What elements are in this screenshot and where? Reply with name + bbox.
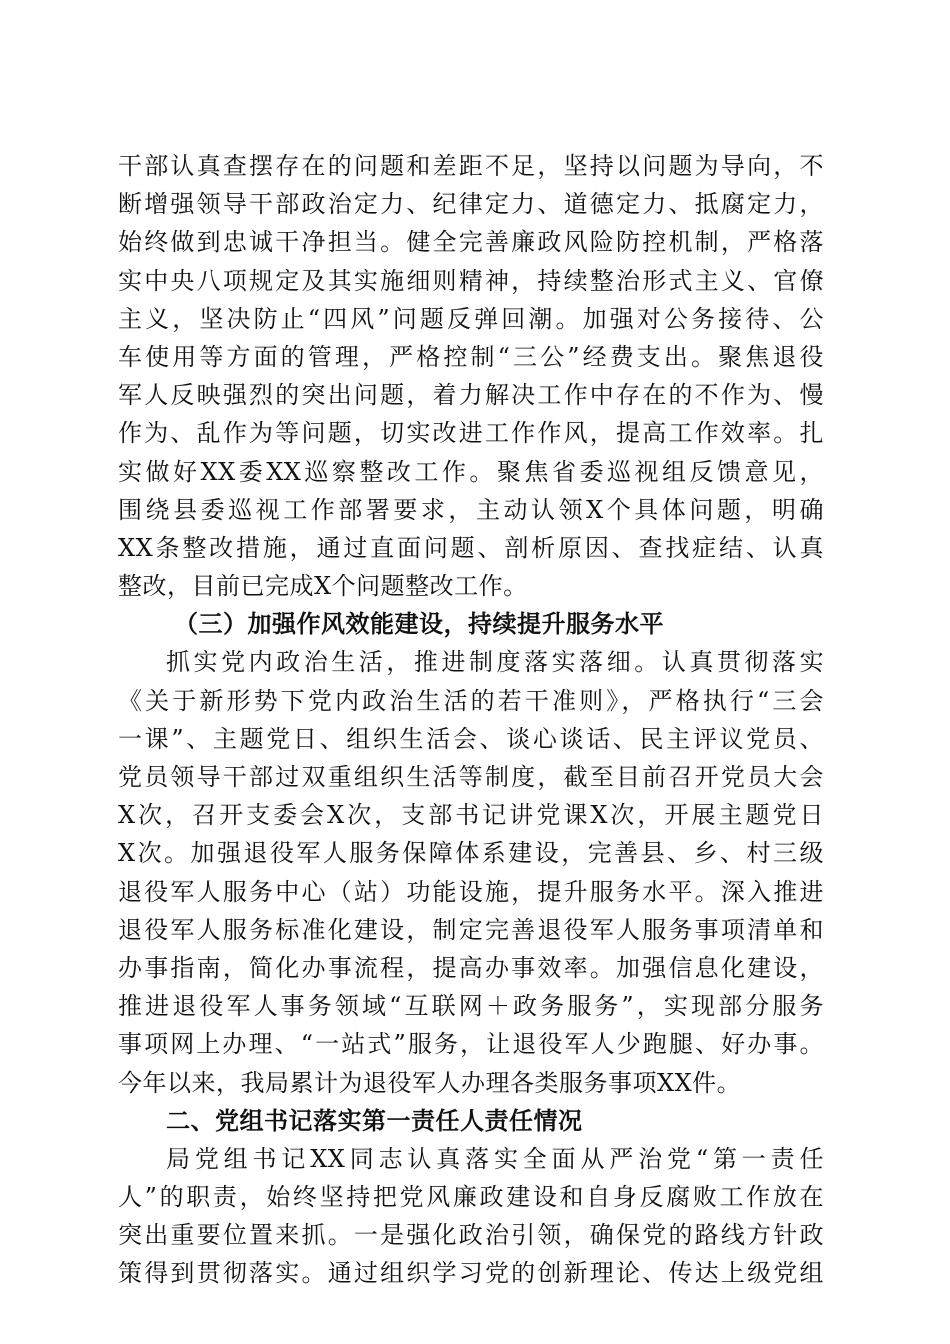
text-line: 人”的职责，始终坚持把党风廉政建设和自身反腐败工作放在 — [118, 1183, 824, 1212]
text-line: 今年以来，我局累计为退役军人办理各类服务事项XX件。 — [118, 1068, 742, 1097]
text-line: 实做好XX委XX巡察整改工作。聚焦省委巡视组反馈意见， — [118, 457, 824, 486]
text-line: 推进退役军人事务领域“互联网＋政务服务”，实现部分服务 — [118, 992, 824, 1021]
section-heading: 二、党组书记落实第一责任人责任情况 — [166, 1106, 583, 1135]
text-line: 办事指南，简化办事流程，提高办事效率。加强信息化建设， — [118, 953, 824, 982]
text-line: 主义，坚决防止“四风”问题反弹回潮。加强对公务接待、公 — [118, 304, 824, 333]
text-line: 干部认真查摆存在的问题和差距不足，坚持以问题为导向，不 — [118, 152, 824, 180]
document-body — [118, 147, 824, 1293]
text-line: X次。加强退役军人服务保障体系建设，完善县、乡、村三级 — [118, 839, 824, 868]
text-line: 作为、乱作为等问题，切实改进工作作风，提高工作效率。扎 — [118, 419, 824, 448]
text-line: 军人反映强烈的突出问题，着力解决工作中存在的不作为、慢 — [118, 381, 824, 410]
text-line: 退役军人服务标准化建设，制定完善退役军人服务事项清单和 — [118, 915, 824, 944]
text-line: 事项网上办理、“一站式”服务，让退役军人少跑腿、好办事。 — [118, 1030, 824, 1059]
text-line: 党员领导干部过双重组织生活等制度，截至目前召开党员大会 — [118, 763, 824, 791]
text-line: 局党组书记XX同志认真落实全面从严治党“第一责任 — [166, 1144, 824, 1173]
section-heading: （三）加强作风效能建设，持续提升服务水平 — [174, 609, 664, 639]
text-line: 一课”、主题党日、组织生活会、谈心谈话、民主评议党员、 — [118, 724, 824, 753]
text-line: 策得到贯彻落实。通过组织学习党的创新理论、传达上级党组 — [118, 1259, 824, 1288]
text-line: 退役军人服务中心（站）功能设施，提升服务水平。深入推进 — [118, 877, 824, 906]
text-line: 实中央八项规定及其实施细则精神，持续整治形式主义、官僚 — [118, 266, 824, 295]
text-line: 突出重要位置来抓。一是强化政治引领，确保党的路线方针政 — [118, 1221, 824, 1250]
text-line: 断增强领导干部政治定力、纪律定力、道德定力、抵腐定力， — [118, 190, 824, 219]
text-line: X次，召开支委会X次，支部书记讲党课X次，开展主题党日 — [118, 801, 824, 830]
text-line: 围绕县委巡视工作部署要求，主动认领X个具体问题，明确 — [118, 495, 824, 524]
text-line: 抓实党内政治生活，推进制度落实落细。认真贯彻落实 — [166, 648, 824, 677]
text-line: 始终做到忠诚干净担当。健全完善廉政风险防控机制，严格落 — [118, 228, 824, 257]
text-line: 车使用等方面的管理，严格控制“三公”经费支出。聚焦退役 — [118, 342, 824, 371]
text-line: 《关于新形势下党内政治生活的若干准则》，严格执行“三会 — [118, 686, 824, 715]
text-line: XX条整改措施，通过直面问题、剖析原因、查找症结、认真 — [118, 533, 824, 562]
text-line: 整改，目前已完成X个问题整改工作。 — [118, 572, 528, 601]
